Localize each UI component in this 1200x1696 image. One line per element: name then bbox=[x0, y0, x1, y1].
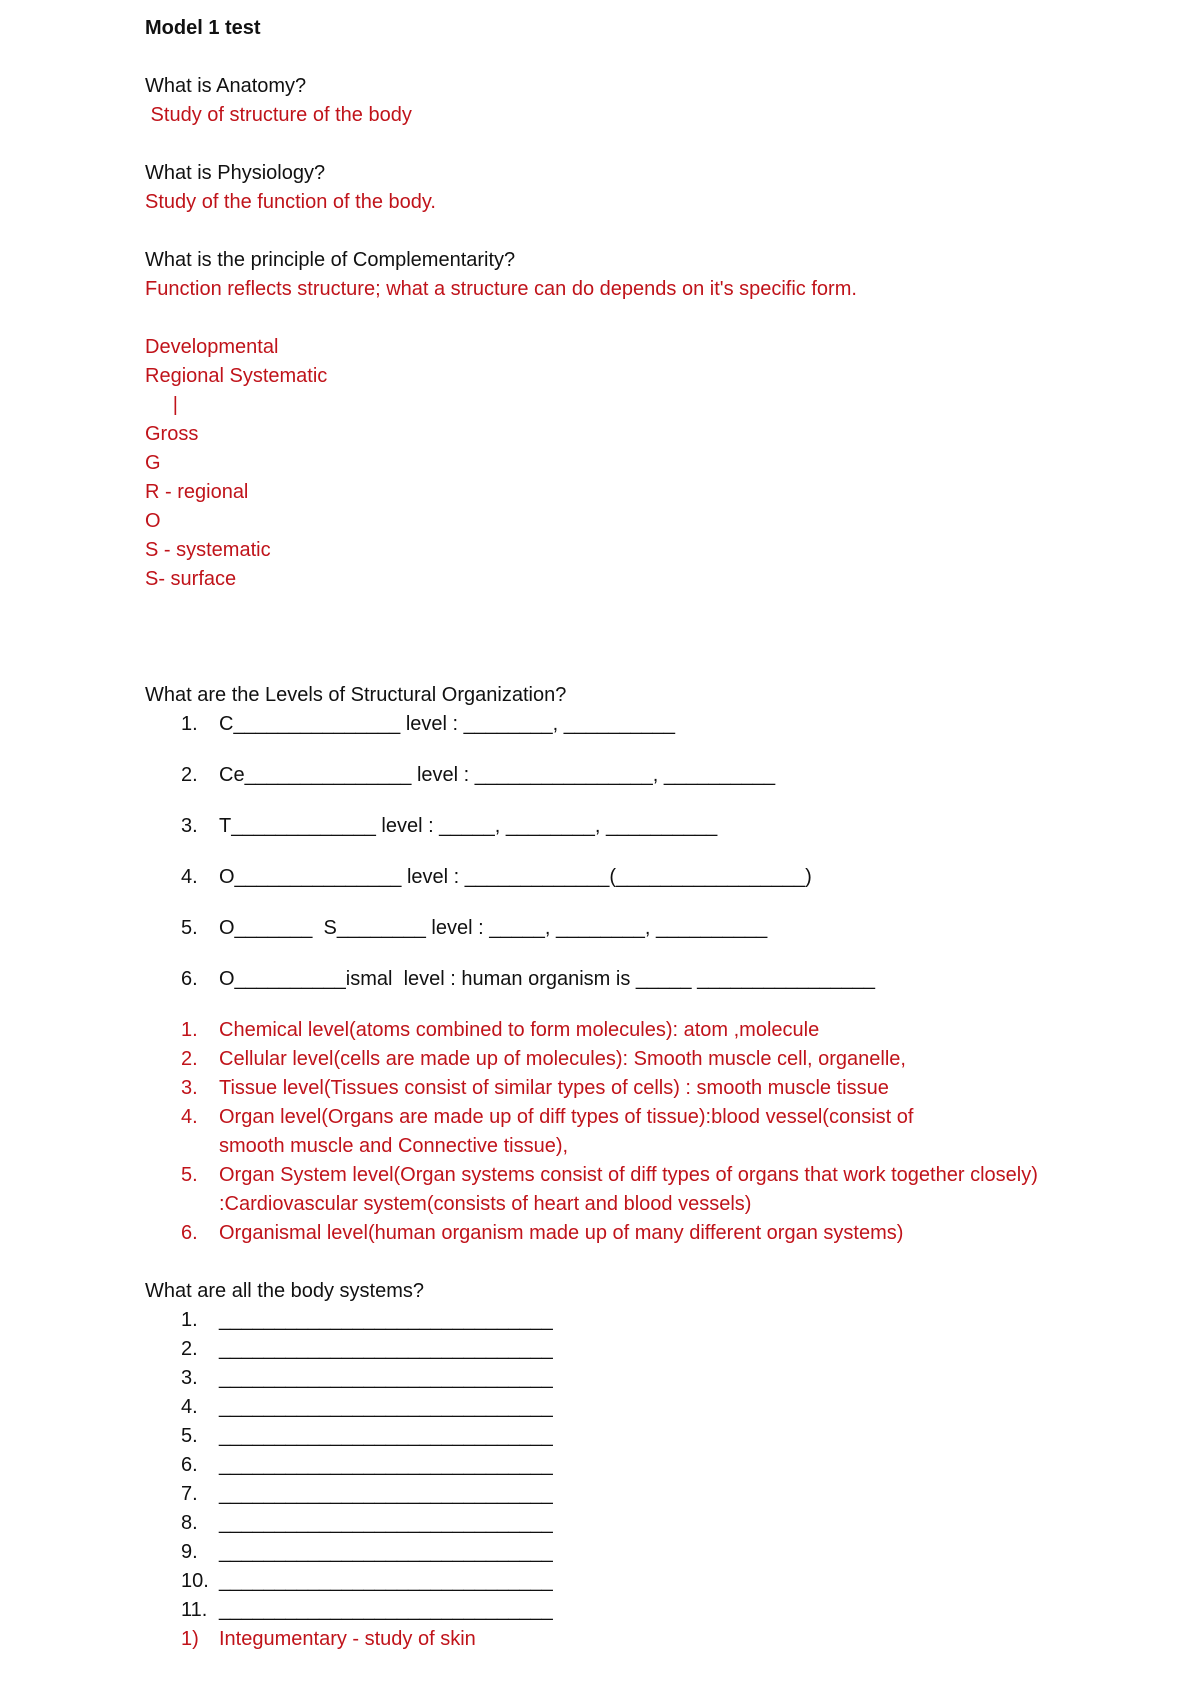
levels-answer-list bbox=[145, 1016, 1065, 1248]
acronym-s1: S - systematic bbox=[145, 539, 271, 561]
doc-title: Model 1 test bbox=[145, 17, 261, 39]
list-item[interactable]: 8. ______________________________ bbox=[181, 1512, 553, 1534]
branch-connector: | bbox=[145, 394, 178, 416]
list-item: 3. Tissue level(Tissues consist of similar types of cells) : smooth muscle tissue bbox=[181, 1077, 889, 1099]
list-item[interactable]: 7. ______________________________ bbox=[181, 1483, 553, 1505]
question-complementarity: What is the principle of Complementarity? bbox=[145, 249, 516, 271]
answer-physiology: Study of the function of the body. bbox=[145, 191, 436, 213]
list-item[interactable]: 5. O_______ S________ level : _____, ________, __________ bbox=[181, 917, 768, 939]
list-item[interactable]: 4. O_______________ level : _____________(_________________) bbox=[181, 866, 812, 888]
question-levels: What are the Levels of Structural Organization? bbox=[145, 684, 567, 706]
list-item[interactable]: 4. ______________________________ bbox=[181, 1396, 553, 1418]
list-item[interactable]: 2. ______________________________ bbox=[181, 1338, 553, 1360]
acronym-r: R - regional bbox=[145, 481, 249, 503]
list-item[interactable]: 3. T_____________ level : _____, ________, __________ bbox=[181, 815, 718, 837]
list-item: 6. Organismal level(human organism made up of many different organ systems) bbox=[181, 1222, 904, 1244]
list-item[interactable]: 1. ______________________________ bbox=[181, 1309, 553, 1331]
list-item[interactable]: 5. ______________________________ bbox=[181, 1425, 553, 1447]
list-item: 1. Chemical level(atoms combined to form molecules): atom ,molecule bbox=[181, 1019, 820, 1041]
list-item[interactable]: 3. ______________________________ bbox=[181, 1367, 553, 1389]
question-physiology: What is Physiology? bbox=[145, 162, 326, 184]
list-item: 1) Integumentary - study of skin bbox=[181, 1628, 476, 1650]
levels-blank-list bbox=[145, 710, 1105, 994]
answer-complementarity: Function reflects structure; what a structure can do depends on it's specific form. bbox=[145, 278, 857, 300]
list-item[interactable]: 1. C_______________ level : ________, __________ bbox=[181, 713, 675, 735]
list-item[interactable]: 2. Ce_______________ level : ________________, __________ bbox=[181, 764, 776, 786]
branch-gross: Gross bbox=[145, 423, 199, 445]
acronym-o: O bbox=[145, 510, 161, 532]
question-anatomy: What is Anatomy? bbox=[145, 75, 307, 97]
list-item: 4. Organ level(Organs are made up of diff types of tissue):blood vessel(consist of smooth muscle and Connective tissue), bbox=[181, 1106, 914, 1157]
acronym-s2: S- surface bbox=[145, 568, 237, 590]
branch-developmental: Developmental bbox=[145, 336, 279, 358]
systems-blank-list bbox=[145, 1306, 1105, 1625]
list-item: 5. Organ System level(Organ systems consist of diff types of organs that work together closely) :Cardiovascular system(consists of heart and blood vessels) bbox=[181, 1164, 1038, 1215]
list-item[interactable]: 6. ______________________________ bbox=[181, 1454, 553, 1476]
acronym-g: G bbox=[145, 452, 161, 474]
list-item[interactable]: 10. ______________________________ bbox=[181, 1570, 553, 1592]
answer-anatomy: Study of structure of the body bbox=[145, 104, 412, 126]
branch-regional-systematic: Regional Systematic bbox=[145, 365, 328, 387]
list-item[interactable]: 6. O__________ismal level : human organism is _____ ________________ bbox=[181, 968, 876, 990]
list-item: 2. Cellular level(cells are made up of molecules): Smooth muscle cell, organelle, bbox=[181, 1048, 906, 1070]
document-page bbox=[145, 14, 1105, 1654]
question-body-systems: What are all the body systems? bbox=[145, 1280, 425, 1302]
systems-answer-list bbox=[145, 1625, 1105, 1654]
list-item[interactable]: 11. ______________________________ bbox=[181, 1599, 553, 1621]
list-item[interactable]: 9. ______________________________ bbox=[181, 1541, 553, 1563]
